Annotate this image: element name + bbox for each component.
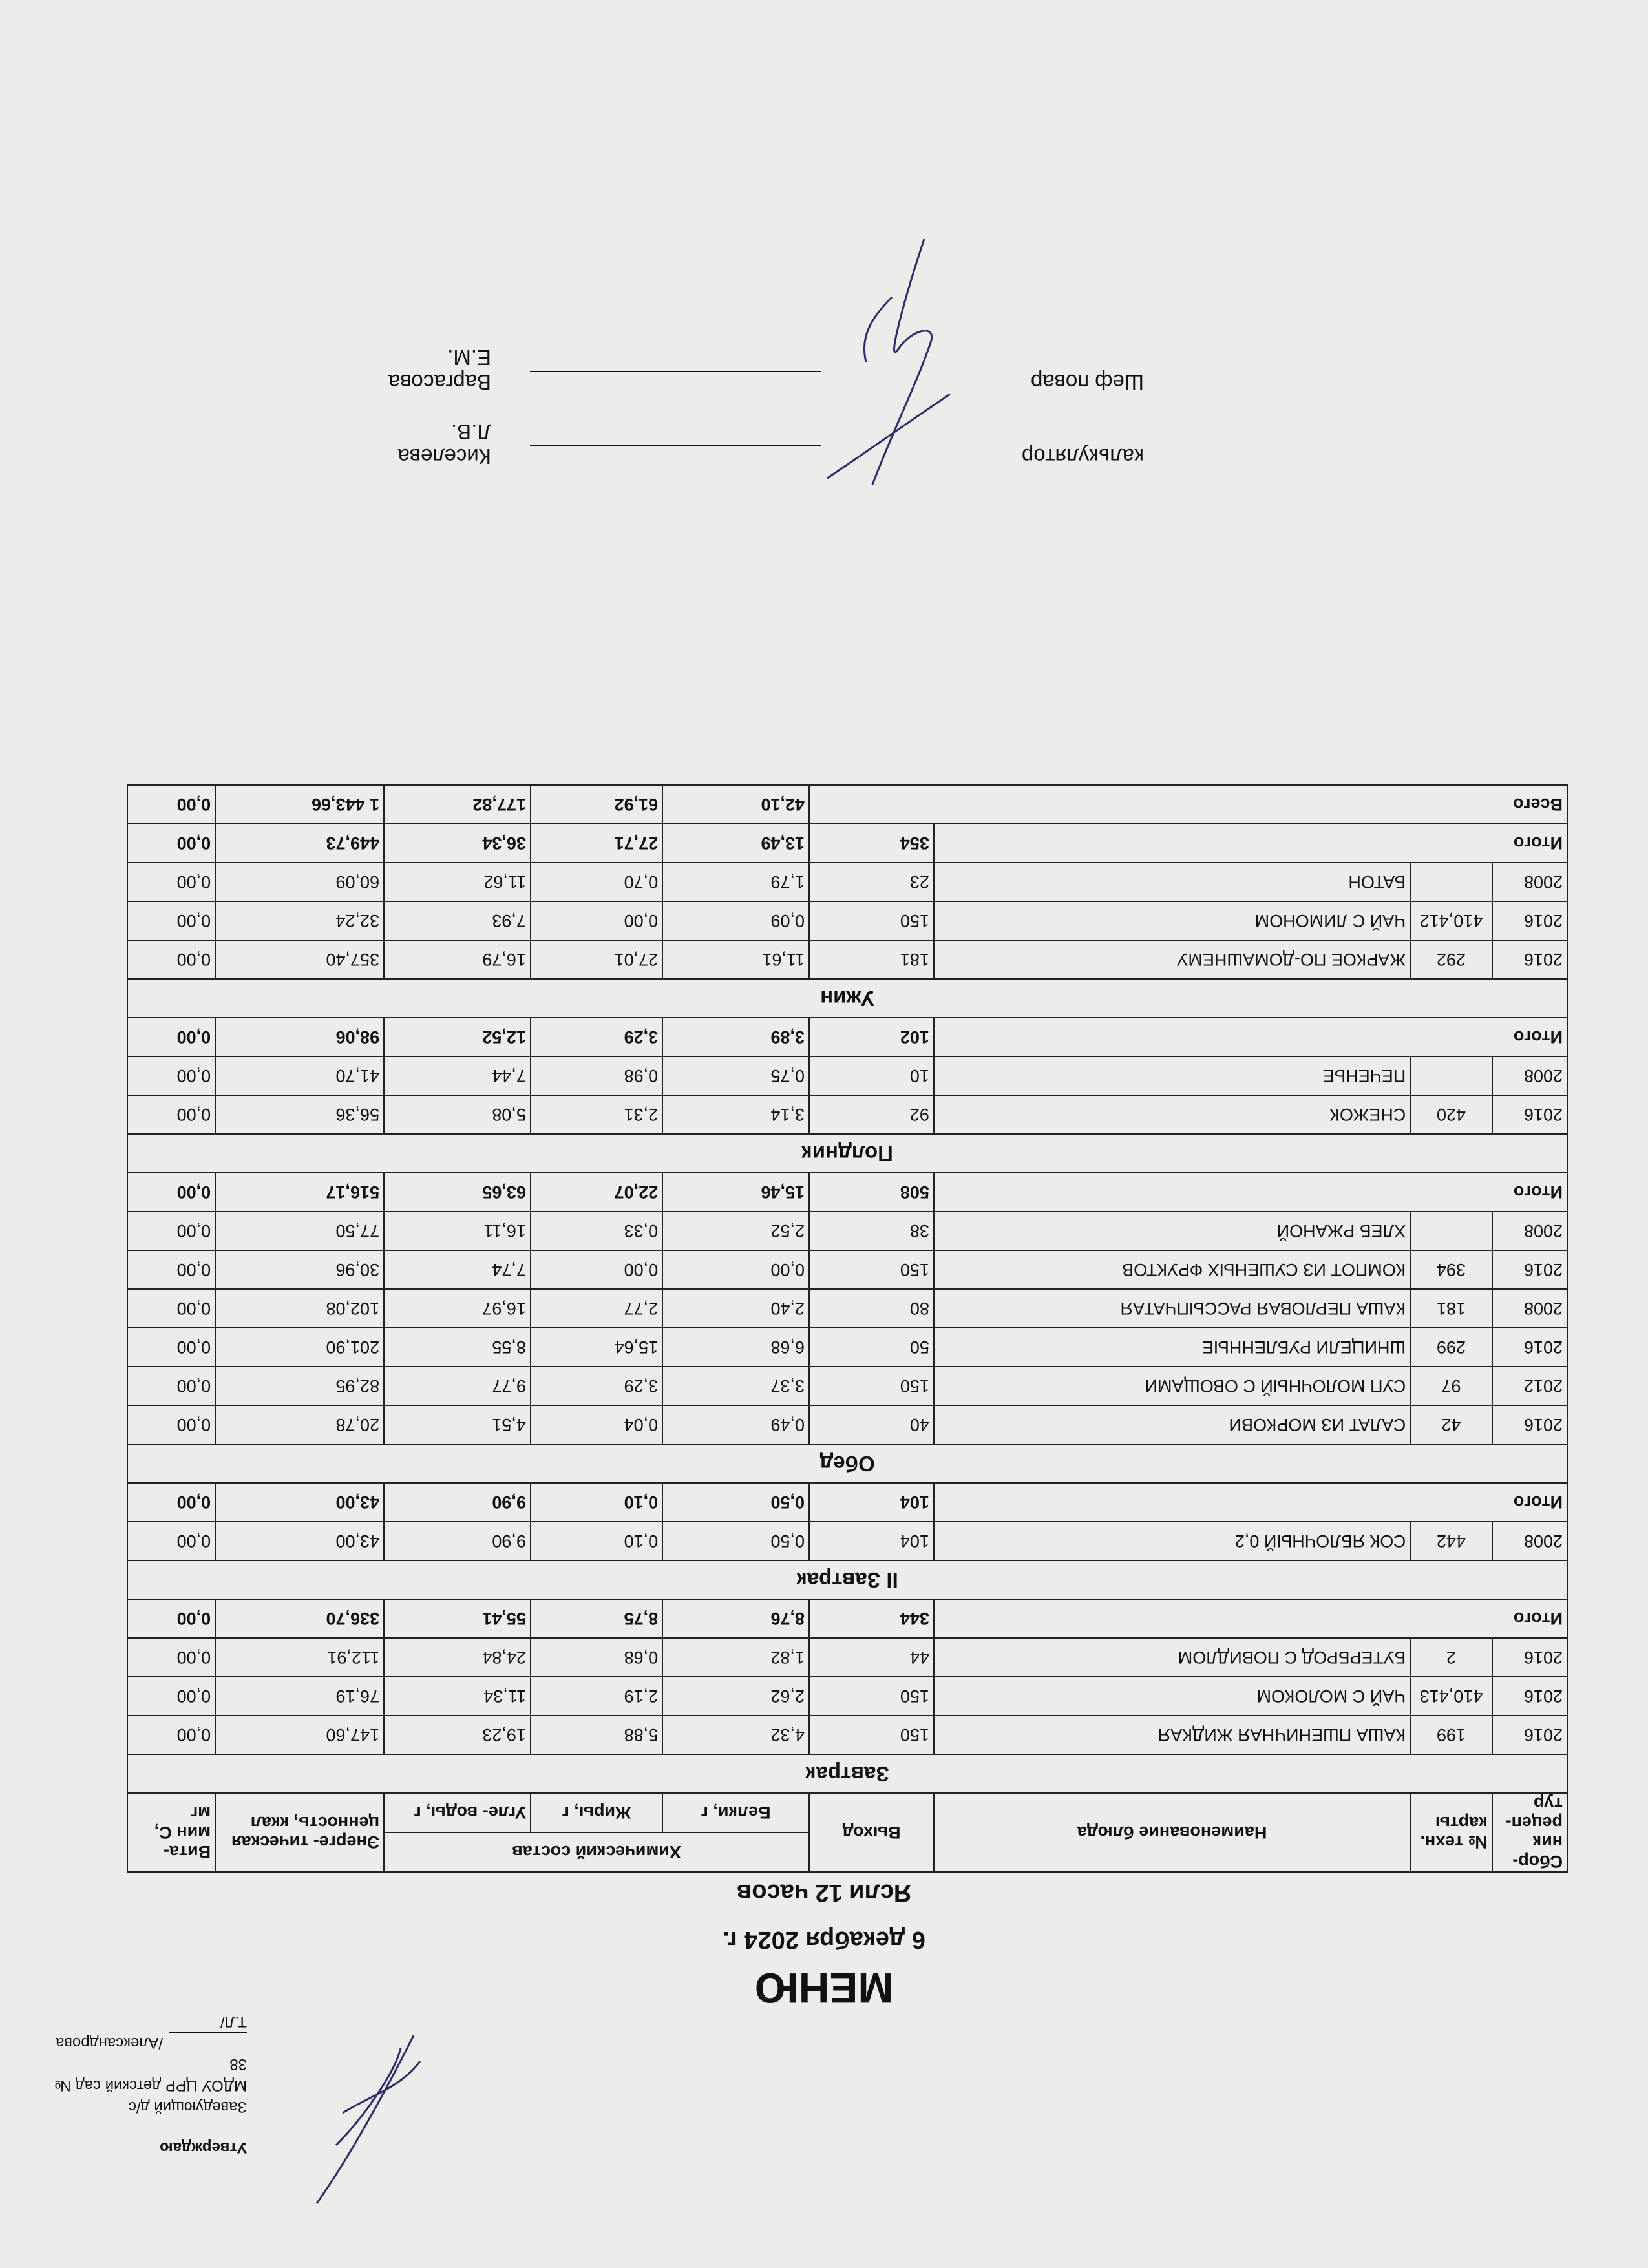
total-label: Итого bbox=[934, 1018, 1567, 1056]
protein-value: 0,00 bbox=[662, 1250, 809, 1289]
header-protein: Белки, г bbox=[662, 1793, 809, 1832]
card-number: 394 bbox=[1410, 1250, 1492, 1289]
total-fat: 3,29 bbox=[531, 1018, 662, 1056]
energy-value: 76,19 bbox=[215, 1677, 384, 1716]
dish-name: ШНИЦЕЛИ РУБЛЕННЫЕ bbox=[934, 1328, 1410, 1367]
vitamin-value: 0,00 bbox=[127, 1289, 215, 1328]
card-number: 410,412 bbox=[1410, 901, 1492, 940]
fat-value: 0,10 bbox=[531, 1522, 662, 1560]
collection-year: 2008 bbox=[1492, 1289, 1567, 1328]
energy-value: 60,09 bbox=[215, 863, 384, 901]
yield-value: 104 bbox=[809, 1522, 934, 1560]
protein-value: 0,09 bbox=[662, 901, 809, 940]
protein-value: 1,82 bbox=[662, 1638, 809, 1677]
dish-name: КАША ПШЕНИЧНАЯ ЖИДКАЯ bbox=[934, 1716, 1410, 1754]
dish-name: ЖАРКОЕ ПО-ДОМАШНЕМУ bbox=[934, 940, 1410, 979]
total-carbs: 9,90 bbox=[384, 1483, 531, 1522]
collection-year: 2016 bbox=[1492, 1095, 1567, 1134]
vitamin-value: 0,00 bbox=[127, 1677, 215, 1716]
fat-value: 15,64 bbox=[531, 1328, 662, 1367]
total-fat: 27,71 bbox=[531, 824, 662, 863]
total-protein: 15,46 bbox=[662, 1173, 809, 1212]
yield-value: 181 bbox=[809, 940, 934, 979]
collection-year: 2016 bbox=[1492, 1677, 1567, 1716]
dish-name: ПЕЧЕНЬЕ bbox=[934, 1056, 1410, 1095]
total-vitamin: 0,00 bbox=[127, 824, 215, 863]
staff-signature-icon bbox=[801, 220, 969, 491]
approval-position: Заведующий д/с bbox=[128, 2098, 247, 2116]
carbs-value: 16,11 bbox=[384, 1212, 531, 1250]
signature-line bbox=[530, 371, 821, 398]
carbs-value: 7,44 bbox=[384, 1056, 531, 1095]
table-row bbox=[127, 1056, 1567, 1095]
collection-year: 2016 bbox=[1492, 1328, 1567, 1367]
carbs-value: 11,62 bbox=[384, 863, 531, 901]
card-number: 299 bbox=[1410, 1328, 1492, 1367]
signature-role: Шеф повар bbox=[1030, 370, 1144, 394]
protein-value: 4,32 bbox=[662, 1716, 809, 1754]
section-header-row bbox=[127, 1560, 1567, 1599]
total-vitamin: 0,00 bbox=[127, 1483, 215, 1522]
vitamin-value: 0,00 bbox=[127, 1250, 215, 1289]
energy-value: 357,40 bbox=[215, 940, 384, 979]
yield-value: 150 bbox=[809, 1716, 934, 1754]
energy-value: 112,91 bbox=[215, 1638, 384, 1677]
collection-year: 2008 bbox=[1492, 1522, 1567, 1560]
collection-year: 2008 bbox=[1492, 1212, 1567, 1250]
document-title: МЕНЮ bbox=[754, 1964, 894, 2012]
total-energy: 43,00 bbox=[215, 1483, 384, 1522]
yield-value: 40 bbox=[809, 1405, 934, 1444]
dish-name: ЧАЙ С ЛИМОНОМ bbox=[934, 901, 1410, 940]
approval-organization: МДОУ ЦРР детский сад № 38 bbox=[54, 2055, 247, 2094]
total-fat: 8,75 bbox=[531, 1599, 662, 1638]
energy-value: 56,36 bbox=[215, 1095, 384, 1134]
protein-value: 0,50 bbox=[662, 1522, 809, 1560]
approval-heading: Утверждаю bbox=[160, 2139, 247, 2156]
grand-total-energy: 1 443,66 bbox=[215, 785, 384, 824]
total-vitamin: 0,00 bbox=[127, 1599, 215, 1638]
fat-value: 2,31 bbox=[531, 1095, 662, 1134]
carbs-value: 5,08 bbox=[384, 1095, 531, 1134]
grand-total-protein: 42,10 bbox=[662, 785, 809, 824]
dish-name: БУТЕРБРОД С ПОВИДЛОМ bbox=[934, 1638, 1410, 1677]
dish-name: СУП МОЛОЧНЫЙ С ОВОЩАМИ bbox=[934, 1367, 1410, 1405]
fat-value: 0,98 bbox=[531, 1056, 662, 1095]
energy-value: 102,08 bbox=[215, 1289, 384, 1328]
yield-value: 23 bbox=[809, 863, 934, 901]
energy-value: 43,00 bbox=[215, 1522, 384, 1560]
total-yield: 508 bbox=[809, 1173, 934, 1212]
total-carbs: 36,34 bbox=[384, 824, 531, 863]
table-row bbox=[127, 1250, 1567, 1289]
collection-year: 2016 bbox=[1492, 940, 1567, 979]
collection-year: 2008 bbox=[1492, 863, 1567, 901]
section-title: Полдник bbox=[127, 1134, 1567, 1173]
table-row bbox=[127, 1289, 1567, 1328]
signature-name: Киселева Л.В. bbox=[397, 420, 491, 468]
header-carbs: Угле- воды, г bbox=[384, 1793, 531, 1832]
section-header-row bbox=[127, 979, 1567, 1018]
section-total-row bbox=[127, 1599, 1567, 1638]
dish-name: КОМПОТ ИЗ СУШЕНЫХ ФРУКТОВ bbox=[934, 1250, 1410, 1289]
table-row bbox=[127, 1522, 1567, 1560]
total-fat: 22,07 bbox=[531, 1173, 662, 1212]
section-total-row bbox=[127, 1018, 1567, 1056]
table-row bbox=[127, 1367, 1567, 1405]
dish-name: ХЛЕБ РЖАНОЙ bbox=[934, 1212, 1410, 1250]
protein-value: 3,14 bbox=[662, 1095, 809, 1134]
grand-total-fat: 61,92 bbox=[531, 785, 662, 824]
vitamin-value: 0,00 bbox=[127, 940, 215, 979]
total-label: Итого bbox=[934, 1483, 1567, 1522]
energy-value: 20,78 bbox=[215, 1405, 384, 1444]
fat-value: 0,33 bbox=[531, 1212, 662, 1250]
carbs-value: 8,55 bbox=[384, 1328, 531, 1367]
section-header-row bbox=[127, 1444, 1567, 1483]
carbs-value: 16,79 bbox=[384, 940, 531, 979]
dish-name: КАША ПЕРЛОВАЯ РАССЫПЧАТАЯ bbox=[934, 1289, 1410, 1328]
table-row bbox=[127, 1638, 1567, 1677]
total-label: Итого bbox=[934, 824, 1567, 863]
total-protein: 13,49 bbox=[662, 824, 809, 863]
vitamin-value: 0,00 bbox=[127, 863, 215, 901]
yield-value: 150 bbox=[809, 1250, 934, 1289]
table-row bbox=[127, 863, 1567, 901]
section-title: Ужин bbox=[127, 979, 1567, 1018]
section-title: Завтрак bbox=[127, 1754, 1567, 1793]
approval-name: /Александрова Т.Л/ bbox=[56, 2013, 247, 2052]
vitamin-value: 0,00 bbox=[127, 1638, 215, 1677]
yield-value: 80 bbox=[809, 1289, 934, 1328]
grand-total-row bbox=[127, 785, 1567, 824]
energy-value: 82,95 bbox=[215, 1367, 384, 1405]
fat-value: 0,00 bbox=[531, 901, 662, 940]
section-header-row bbox=[127, 1754, 1567, 1793]
card-number bbox=[1410, 1056, 1492, 1095]
vitamin-value: 0,00 bbox=[127, 1328, 215, 1367]
header-vitamin-c: Вита- мин С, мг bbox=[127, 1793, 215, 1872]
signature-line bbox=[169, 2032, 247, 2048]
protein-value: 0,75 bbox=[662, 1056, 809, 1095]
table-row bbox=[127, 1405, 1567, 1444]
fat-value: 2,77 bbox=[531, 1289, 662, 1328]
carbs-value: 11,34 bbox=[384, 1677, 531, 1716]
total-protein: 8,76 bbox=[662, 1599, 809, 1638]
signature-name: Варгасова Е.М. bbox=[388, 346, 491, 394]
approval-block bbox=[34, 2011, 247, 2158]
header-chemical-composition: Химический состав bbox=[384, 1832, 809, 1872]
carbs-value: 19,23 bbox=[384, 1716, 531, 1754]
yield-value: 44 bbox=[809, 1638, 934, 1677]
header-collection: Сбор- ник рецеп- тур bbox=[1492, 1793, 1567, 1872]
total-label: Итого bbox=[934, 1599, 1567, 1638]
protein-value: 11,61 bbox=[662, 940, 809, 979]
total-label: Итого bbox=[934, 1173, 1567, 1212]
energy-value: 41,70 bbox=[215, 1056, 384, 1095]
card-number: 2 bbox=[1410, 1638, 1492, 1677]
header-dish-name: Наименование блюда bbox=[934, 1793, 1410, 1872]
collection-year: 2016 bbox=[1492, 1250, 1567, 1289]
vitamin-value: 0,00 bbox=[127, 1522, 215, 1560]
energy-value: 77,50 bbox=[215, 1212, 384, 1250]
section-total-row bbox=[127, 824, 1567, 863]
section-total-row bbox=[127, 1483, 1567, 1522]
energy-value: 32,24 bbox=[215, 901, 384, 940]
yield-value: 38 bbox=[809, 1212, 934, 1250]
carbs-value: 24,84 bbox=[384, 1638, 531, 1677]
total-vitamin: 0,00 bbox=[127, 1018, 215, 1056]
fat-value: 3,29 bbox=[531, 1367, 662, 1405]
carbs-value: 7,74 bbox=[384, 1250, 531, 1289]
yield-value: 92 bbox=[809, 1095, 934, 1134]
menu-date: 6 декабря 2024 г. bbox=[723, 1926, 925, 1953]
fat-value: 0,70 bbox=[531, 863, 662, 901]
card-number: 410,413 bbox=[1410, 1677, 1492, 1716]
section-title: II Завтрак bbox=[127, 1560, 1567, 1599]
collection-year: 2008 bbox=[1492, 1056, 1567, 1095]
energy-value: 147,60 bbox=[215, 1716, 384, 1754]
collection-year: 2012 bbox=[1492, 1367, 1567, 1405]
card-number: 199 bbox=[1410, 1716, 1492, 1754]
vitamin-value: 0,00 bbox=[127, 1056, 215, 1095]
menu-table bbox=[127, 784, 1568, 1873]
approval-signatory bbox=[34, 2011, 247, 2053]
total-protein: 3,89 bbox=[662, 1018, 809, 1056]
fat-value: 0,04 bbox=[531, 1405, 662, 1444]
total-energy: 98,06 bbox=[215, 1018, 384, 1056]
fat-value: 2,19 bbox=[531, 1677, 662, 1716]
vitamin-value: 0,00 bbox=[127, 1212, 215, 1250]
dish-name: СНЕЖОК bbox=[934, 1095, 1410, 1134]
vitamin-value: 0,00 bbox=[127, 1367, 215, 1405]
total-carbs: 55,41 bbox=[384, 1599, 531, 1638]
grand-total-label: Всего bbox=[809, 785, 1567, 824]
header-yield: Выход bbox=[809, 1793, 934, 1872]
protein-value: 1,79 bbox=[662, 863, 809, 901]
card-number: 181 bbox=[1410, 1289, 1492, 1328]
total-protein: 0,50 bbox=[662, 1483, 809, 1522]
total-carbs: 63,65 bbox=[384, 1173, 531, 1212]
collection-year: 2016 bbox=[1492, 901, 1567, 940]
protein-value: 6,68 bbox=[662, 1328, 809, 1367]
fat-value: 27,01 bbox=[531, 940, 662, 979]
card-number: 292 bbox=[1410, 940, 1492, 979]
section-total-row bbox=[127, 1173, 1567, 1212]
vitamin-value: 0,00 bbox=[127, 1405, 215, 1444]
yield-value: 10 bbox=[809, 1056, 934, 1095]
carbs-value: 16,97 bbox=[384, 1289, 531, 1328]
table-row bbox=[127, 1095, 1567, 1134]
dish-name: ЧАЙ С МОЛОКОМ bbox=[934, 1677, 1410, 1716]
yield-value: 150 bbox=[809, 1367, 934, 1405]
menu-group: Ясли 12 часов bbox=[736, 1879, 912, 1906]
vitamin-value: 0,00 bbox=[127, 1095, 215, 1134]
table-row bbox=[127, 1716, 1567, 1754]
total-vitamin: 0,00 bbox=[127, 1173, 215, 1212]
protein-value: 2,52 bbox=[662, 1212, 809, 1250]
protein-value: 0,49 bbox=[662, 1405, 809, 1444]
yield-value: 150 bbox=[809, 1677, 934, 1716]
vitamin-value: 0,00 bbox=[127, 1716, 215, 1754]
total-energy: 336,70 bbox=[215, 1599, 384, 1638]
card-number: 42 bbox=[1410, 1405, 1492, 1444]
card-number: 442 bbox=[1410, 1522, 1492, 1560]
total-yield: 104 bbox=[809, 1483, 934, 1522]
card-number bbox=[1410, 863, 1492, 901]
energy-value: 30,96 bbox=[215, 1250, 384, 1289]
fat-value: 0,00 bbox=[531, 1250, 662, 1289]
total-energy: 449,73 bbox=[215, 824, 384, 863]
carbs-value: 9,90 bbox=[384, 1522, 531, 1560]
card-number bbox=[1410, 1212, 1492, 1250]
total-yield: 344 bbox=[809, 1599, 934, 1638]
collection-year: 2016 bbox=[1492, 1638, 1567, 1677]
vitamin-value: 0,00 bbox=[127, 901, 215, 940]
collection-year: 2016 bbox=[1492, 1716, 1567, 1754]
protein-value: 3,37 bbox=[662, 1367, 809, 1405]
header-energy: Энерге- тическая ценность, ккал bbox=[215, 1793, 384, 1872]
total-fat: 0,10 bbox=[531, 1483, 662, 1522]
table-row bbox=[127, 1328, 1567, 1367]
total-yield: 102 bbox=[809, 1018, 934, 1056]
total-yield: 354 bbox=[809, 824, 934, 863]
grand-total-vitamin: 0,00 bbox=[127, 785, 215, 824]
total-energy: 516,17 bbox=[215, 1173, 384, 1212]
header-fat: Жиры, г bbox=[531, 1793, 662, 1832]
signature-line bbox=[530, 445, 821, 472]
card-number: 97 bbox=[1410, 1367, 1492, 1405]
section-title: Обед bbox=[127, 1444, 1567, 1483]
signature-role: калькулятор bbox=[1021, 445, 1144, 468]
protein-value: 2,62 bbox=[662, 1677, 809, 1716]
section-header-row bbox=[127, 1134, 1567, 1173]
yield-value: 50 bbox=[809, 1328, 934, 1367]
table-row bbox=[127, 1212, 1567, 1250]
dish-name: СОК ЯБЛОЧНЫЙ 0,2 bbox=[934, 1522, 1410, 1560]
carbs-value: 7,93 bbox=[384, 901, 531, 940]
dish-name: БАТОН bbox=[934, 863, 1410, 901]
carbs-value: 9,77 bbox=[384, 1367, 531, 1405]
carbs-value: 4,51 bbox=[384, 1405, 531, 1444]
collection-year: 2016 bbox=[1492, 1405, 1567, 1444]
protein-value: 2,40 bbox=[662, 1289, 809, 1328]
fat-value: 5,88 bbox=[531, 1716, 662, 1754]
grand-total-carbs: 177,82 bbox=[384, 785, 531, 824]
table-row bbox=[127, 1677, 1567, 1716]
yield-value: 150 bbox=[809, 901, 934, 940]
header-card-number: № техн. карты bbox=[1410, 1793, 1492, 1872]
energy-value: 201,90 bbox=[215, 1328, 384, 1367]
director-signature-icon bbox=[297, 2022, 439, 2216]
dish-name: САЛАТ ИЗ МОРКОВИ bbox=[934, 1405, 1410, 1444]
fat-value: 0,68 bbox=[531, 1638, 662, 1677]
table-row bbox=[127, 901, 1567, 940]
card-number: 420 bbox=[1410, 1095, 1492, 1134]
table-row bbox=[127, 940, 1567, 979]
total-carbs: 12,52 bbox=[384, 1018, 531, 1056]
